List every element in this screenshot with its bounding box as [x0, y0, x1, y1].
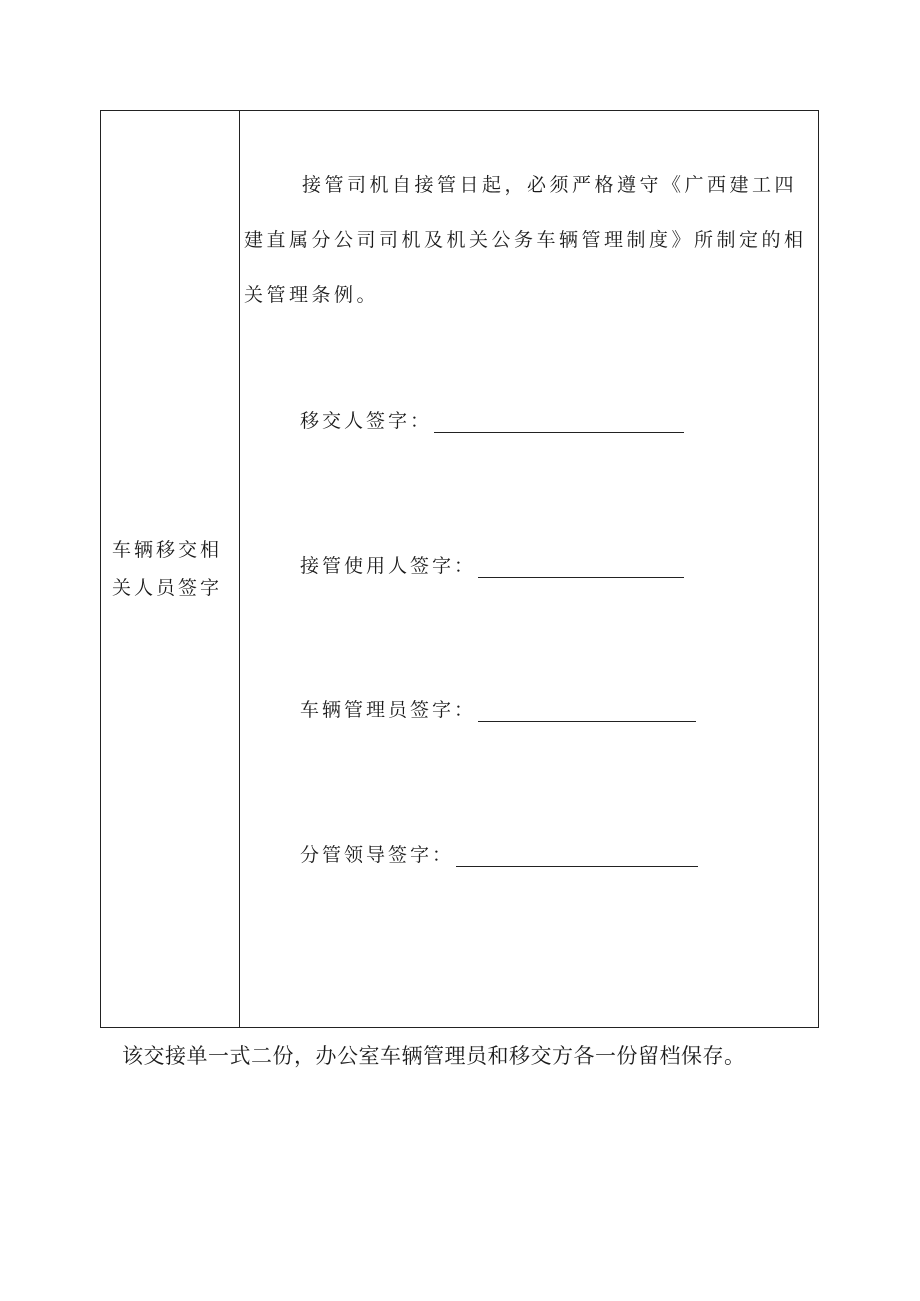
form-label-cell [101, 111, 240, 1027]
signature-section-label: 车辆移交相关人员签字 [112, 539, 223, 599]
vehicle-manager-signature-label: 车辆管理员签字： [300, 699, 477, 721]
form-content-cell [240, 111, 818, 1027]
vehicle-manager-signature-row [300, 695, 696, 722]
supervising-leader-signature-label: 分管领导签字： [300, 844, 455, 866]
handover-person-signature-label: 移交人签字： [300, 410, 433, 432]
supervising-leader-signature-row [300, 840, 698, 867]
handover-person-signature-line[interactable] [434, 412, 684, 433]
vehicle-manager-signature-line[interactable] [478, 701, 696, 722]
handover-person-signature-row [300, 406, 684, 433]
handover-form-table [100, 110, 819, 1028]
receiving-user-signature-line[interactable] [478, 557, 684, 578]
footer-note: 该交接单一式二份，办公室车辆管理员和移交方各一份留档保存。 [122, 1044, 746, 1068]
receiving-user-signature-row [300, 551, 684, 578]
receiving-user-signature-label: 接管使用人签字： [300, 555, 477, 577]
management-rule-paragraph: 接管司机自接管日起，必须严格遵守《广西建工四建直属分公司司机及机关公务车辆管理制度》所制定的相关管理条例。 [244, 174, 807, 306]
supervising-leader-signature-line[interactable] [456, 846, 698, 867]
